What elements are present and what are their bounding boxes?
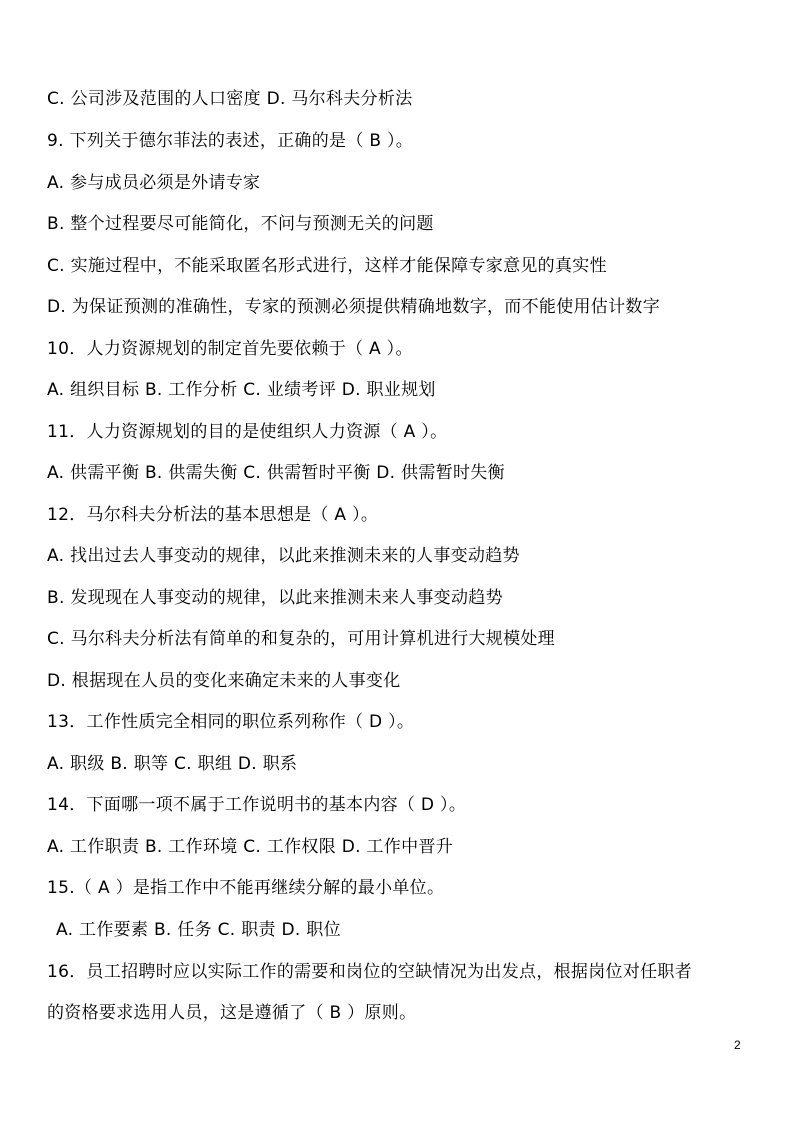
question-14: 14．下面哪一项不属于工作说明书的基本内容（ D ）。: [47, 795, 467, 815]
text-line: C. 马尔科夫分析法有简单的和复杂的，可用计算机进行大规模处理: [47, 629, 555, 649]
text-line: A. 参与成员必须是外请专家: [47, 173, 261, 193]
question-9: 9. 下列关于德尔菲法的表述，正确的是（ B ）。: [47, 131, 414, 151]
question-12: 12．马尔科夫分析法的基本思想是（ A ）。: [47, 505, 379, 525]
text-line: A. 工作职责 B. 工作环境 C. 工作权限 D. 工作中晋升: [47, 837, 453, 857]
question-11: 11．人力资源规划的目的是使组织人力资源（ A ）。: [47, 422, 448, 442]
text-line: 的资格要求选用人员，这是遵循了（ B ）原则。: [47, 1003, 417, 1023]
page-number: 2: [734, 1038, 741, 1052]
question-16: 16．员工招聘时应以实际工作的需要和岗位的空缺情况为出发点，根据岗位对任职者: [47, 962, 693, 982]
text-line: A. 组织目标 B. 工作分析 C. 业绩考评 D. 职业规划: [47, 380, 436, 400]
text-line: A. 职级 B. 职等 C. 职组 D. 职系: [47, 754, 298, 774]
text-line: C. 实施过程中，不能采取匿名形式进行，这样才能保障专家意见的真实性: [47, 256, 607, 276]
question-15: 15.（ A ）是指工作中不能再继续分解的最小单位。: [47, 878, 445, 898]
text-line: D. 根据现在人员的变化来确定未来的人事变化: [47, 671, 401, 691]
text-line: A. 工作要素 B. 任务 C. 职责 D. 职位: [56, 920, 341, 940]
question-13: 13．工作性质完全相同的职位系列称作（ D ）。: [47, 712, 415, 732]
text-line: B. 整个过程要尽可能简化，不问与预测无关的问题: [47, 214, 434, 234]
text-line: A. 供需平衡 B. 供需失衡 C. 供需暂时平衡 D. 供需暂时失衡: [47, 463, 505, 483]
text-line: B. 发现现在人事变动的规律，以此来推测未来人事变动趋势: [47, 588, 503, 608]
text-line: A. 找出过去人事变动的规律，以此来推测未来的人事变动趋势: [47, 546, 520, 566]
question-10: 10．人力资源规划的制定首先要依赖于（ A ）。: [47, 339, 413, 359]
text-line: C. 公司涉及范围的人口密度 D. 马尔科夫分析法: [47, 89, 413, 109]
text-line: D. 为保证预测的准确性，专家的预测必须提供精确地数字，而不能使用估计数字: [47, 297, 660, 317]
